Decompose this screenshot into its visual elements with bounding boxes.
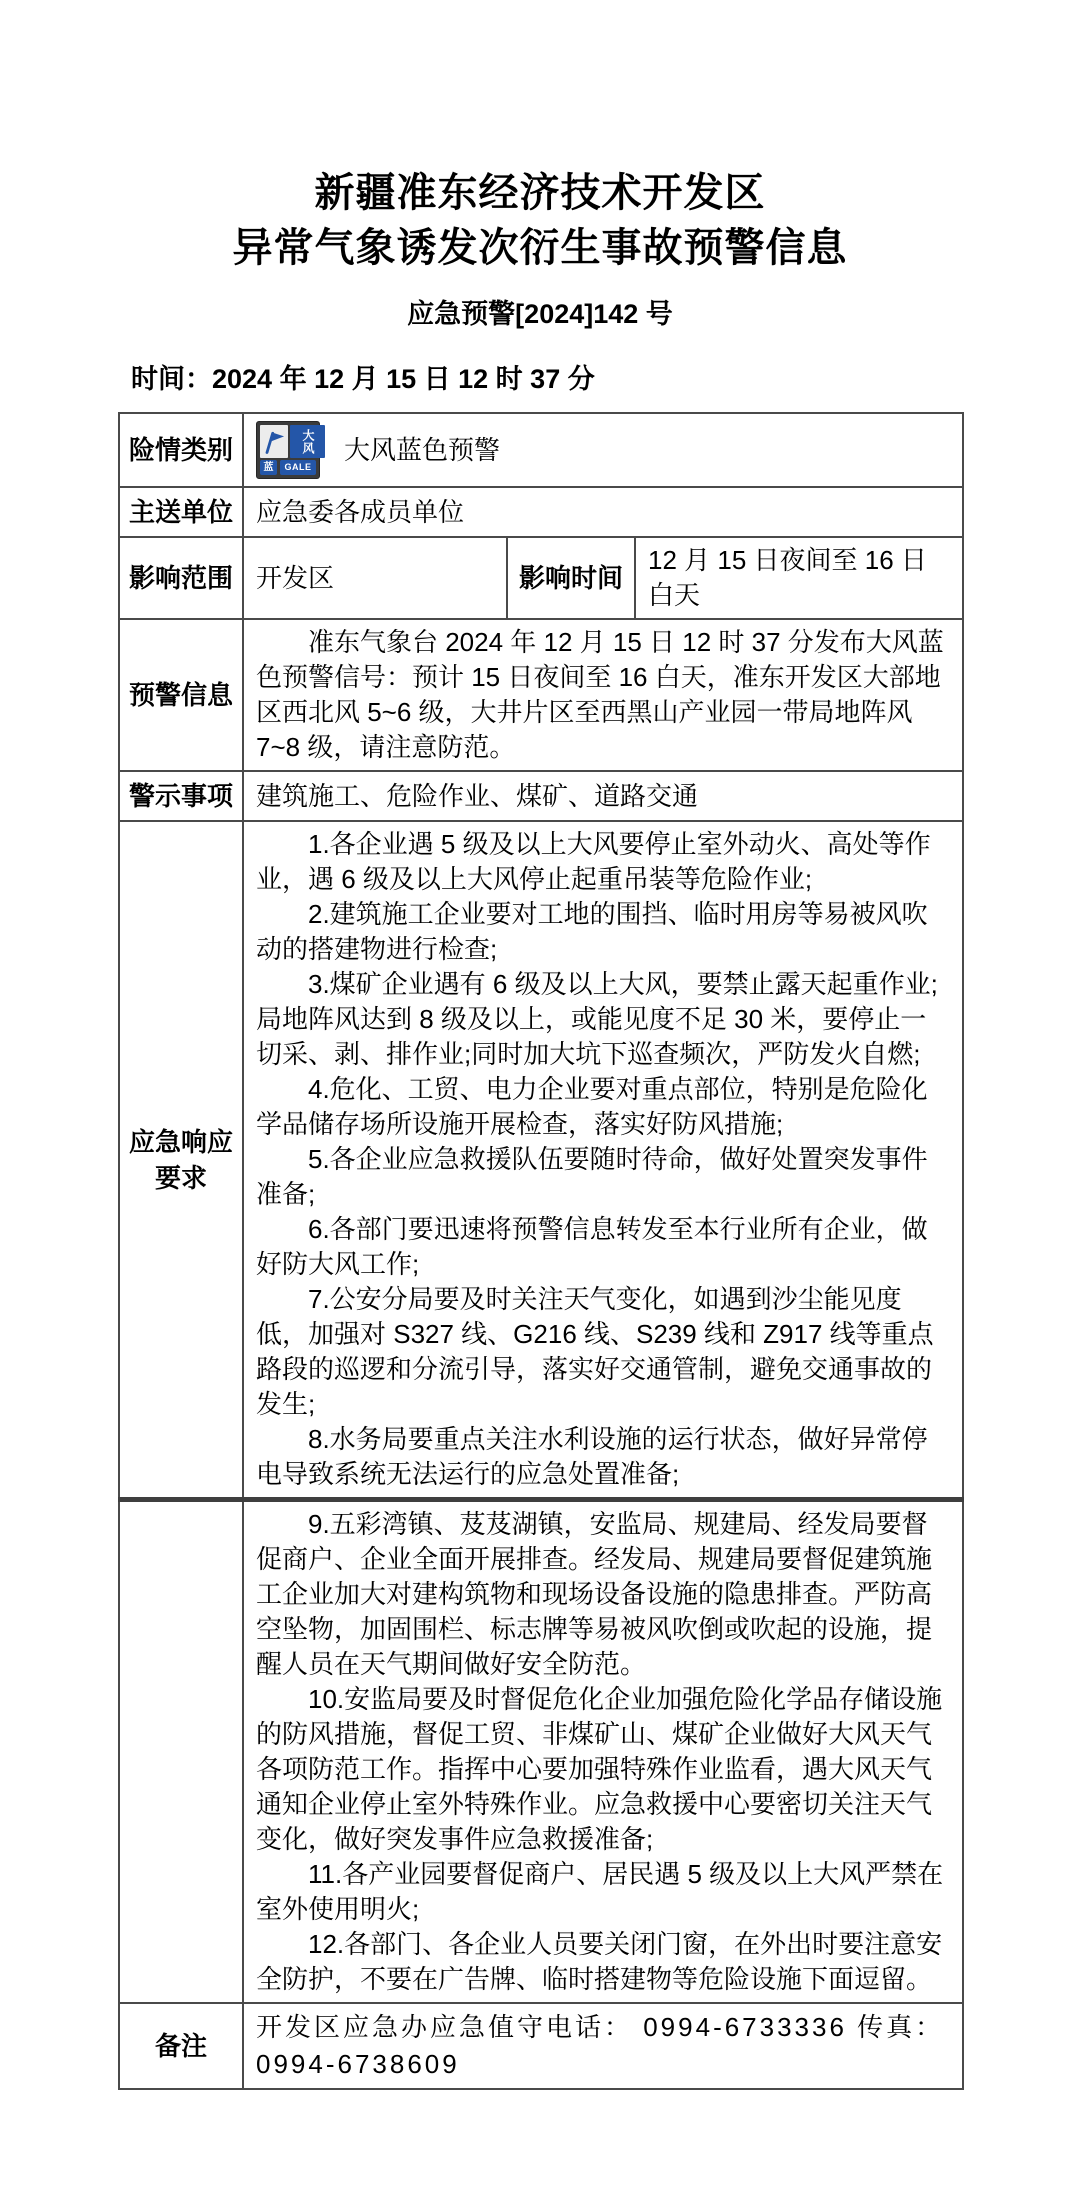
gale-icon-bottom — [260, 460, 316, 475]
warning-info-cell — [243, 619, 963, 771]
response-item: 1.各企业遇 5 级及以上大风要停止室外动火、高处等作业，遇 6 级及以上大风停止起重吊装等危险作业; — [256, 829, 931, 894]
table-row-remarks — [119, 2003, 963, 2089]
remarks-label: 备注 — [119, 2003, 243, 2089]
response-item: 10.安监局要及时督促危化企业加强危险化学品存储设施的防风措施，督促工贸、非煤矿山、煤矿企业做好大风天气各项防范工作。指挥中心要加强特殊作业监看，遇大风天气通知企业停止室外特殊作业。应急救援中心要密切关注天气变化，做好突发事件应急救援准备; — [256, 1684, 943, 1854]
table-row-warning-items — [119, 771, 963, 821]
warning-info-text: 准东气象台 2024 年 12 月 15 日 12 时 37 分发布大风蓝色预警信号：预计 15 日夜间至 16 白天，准东开发区大部地区西北风 5~6 级，大井片区至西黑山产业园一带局地阵风 7~8 级，请注意防范。 — [256, 627, 944, 762]
scope-value: 开发区 — [243, 537, 507, 619]
warning-info-label: 预警信息 — [119, 619, 243, 771]
recipients-label: 主送单位 — [119, 487, 243, 537]
gale-icon-level-badge: 蓝 — [260, 460, 277, 475]
warning-items-label: 警示事项 — [119, 771, 243, 821]
response-continued-empty-label — [119, 1500, 243, 2004]
response-requirements-label: 应急响应要求 — [119, 821, 243, 1500]
response-item: 6.各部门要迅速将预警信息转发至本行业所有企业，做好防大风工作; — [256, 1214, 928, 1279]
table-row-response-requirements — [119, 821, 963, 1500]
response-item: 5.各企业应急救援队伍要随时待命，做好处置突发事件准备; — [256, 1144, 928, 1209]
issue-time: 时间：2024 年 12 月 15 日 12 时 37 分 — [131, 364, 595, 394]
response-item: 3.煤矿企业遇有 6 级及以上大风，要禁止露天起重作业; 局地阵风达到 8 级及以上，或能见度不足 30 米，要停止一切采、剥、排作业;同时加大坑下巡查频次，严防发火自燃; — [256, 969, 938, 1069]
table-row-response-continued — [119, 1500, 963, 2004]
gale-icon-type-text: 大风 — [290, 425, 325, 458]
response-item: 4.危化、工贸、电力企业要对重点部位，特别是危险化学品储存场所设施开展检查，落实好防风措施; — [256, 1074, 928, 1139]
response-item: 7.公安分局要及时关注天气变化，如遇到沙尘能见度低，加强对 S327 线、G216 线、S239 线和 Z917 线等重点路段的巡逻和分流引导，落实好交通管制，避免交通事故的发生; — [256, 1284, 934, 1419]
risk-type-cell — [243, 413, 963, 487]
recipients-value: 应急委各成员单位 — [243, 487, 963, 537]
gale-icon-en-badge: GALE — [280, 460, 316, 475]
table-row-risk-type — [119, 413, 963, 487]
table-row-recipients — [119, 487, 963, 537]
scope-label: 影响范围 — [119, 537, 243, 619]
gale-blue-warning-icon — [256, 421, 320, 479]
response-item: 12.各部门、各企业人员要关闭门窗，在外出时要注意安全防护，不要在广告牌、临时搭建物等危险设施下面逗留。 — [256, 1929, 943, 1994]
notice-header — [0, 0, 1080, 331]
notice-title-line2: 异常气象诱发次衍生事故预警信息 — [232, 226, 848, 270]
warning-table — [118, 412, 964, 2090]
response-item: 9.五彩湾镇、芨芨湖镇，安监局、规建局、经发局要督促商户、企业全面开展排查。经发局、规建局要督促建筑施工企业加大对建构筑物和现场设备设施的隐患排查。严防高空坠物，加固围栏、标志牌等易被风吹倒或吹起的设施，提醒人员在天气期间做好安全防范。 — [256, 1509, 933, 1679]
notice-title-line1: 新疆准东经济技术开发区 — [314, 171, 766, 215]
risk-type-cell-inner — [256, 419, 950, 481]
wind-flag-icon — [260, 425, 288, 458]
response-requirements-cell — [243, 821, 963, 1500]
risk-type-value: 大风蓝色预警 — [344, 434, 501, 465]
response-item: 11.各产业园要督促商户、居民遇 5 级及以上大风严禁在室外使用明火; — [256, 1859, 944, 1924]
table-row-scope-period — [119, 537, 963, 619]
period-label: 影响时间 — [507, 537, 635, 619]
remarks-cell — [243, 2003, 963, 2089]
remarks-text: 开发区应急办应急值守电话： 0994-6733336 传真：0994-6738609 — [256, 2012, 945, 2079]
period-value: 12 月 15 日夜间至 16 日白天 — [635, 537, 963, 619]
response-item: 8.水务局要重点关注水利设施的运行状态，做好异常停电导致系统无法运行的应急处置准备; — [256, 1424, 928, 1489]
table-row-warning-info — [119, 619, 963, 771]
warning-items-value: 建筑施工、危险作业、煤矿、道路交通 — [243, 771, 963, 821]
risk-type-label: 险情类别 — [119, 413, 243, 487]
response-item: 2.建筑施工企业要对工地的围挡、临时用房等易被风吹动的搭建物进行检查; — [256, 899, 928, 964]
doc-number: 应急预警[2024]142 号 — [407, 299, 673, 329]
response-continued-cell — [243, 1500, 963, 2004]
gale-icon-top — [260, 425, 316, 458]
